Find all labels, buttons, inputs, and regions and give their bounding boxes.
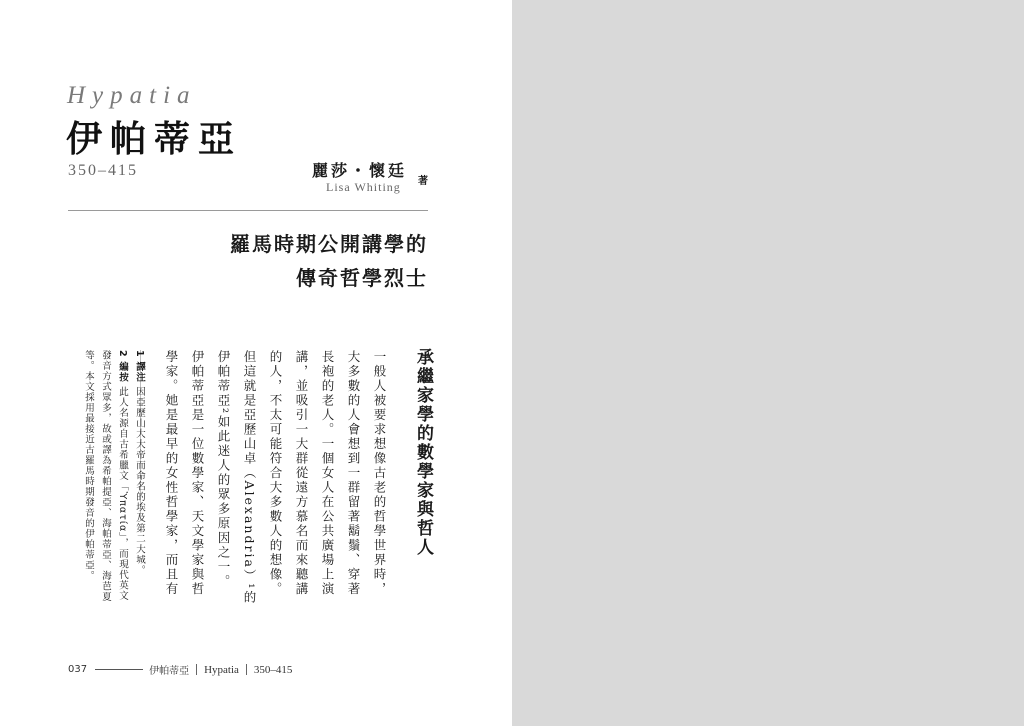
body-text: [164, 350, 392, 610]
footnote-1: [131, 350, 148, 610]
author-role: 著: [418, 176, 428, 187]
footer-separator: [246, 664, 247, 675]
paragraph-2: 伊帕蒂亞是一位數學家、天文學家與哲學家。她是最早的女性哲學家，而且有: [164, 350, 205, 597]
chapter-subtitle: [230, 227, 428, 295]
author-name-cn: 麗莎・懷廷: [312, 161, 408, 180]
footnote-1-text: 因亞歷山大大帝而命名的埃及第二大城。: [134, 386, 145, 576]
footnote-2-number: 2: [117, 350, 128, 358]
section-heading: 承繼家學的數學家與哲人: [413, 348, 433, 557]
paragraph-1: 一般人被要求想像古老的哲學世界時，大多數的人會想到一群留著鬍鬚、穿著長袍的老人。一個女人在公共廣場上演講，並吸引一大群從遠方慕名而來聽講的人，不太可能符合大多數人的想像。但這就是亞歷山卓（Alexandria）¹的伊帕蒂亞²如此迷人的眾多原因之一。: [216, 350, 387, 605]
footer-title-en: Hypatia: [204, 663, 239, 676]
footnote-2: [80, 350, 131, 610]
footer-rule: [95, 669, 143, 670]
author-name-en: Lisa Whiting: [326, 180, 401, 194]
blank-facing-page: [512, 0, 1024, 726]
footnote-2-text: 此人名源自古希臘文「Ὑπατία」，而現代英文發音方式眾多，故或譯為希帕提亞、海帕蒂亞、海芭夏等。本文採用最接近古羅馬時期發音的伊帕蒂亞。: [83, 350, 128, 602]
title-divider: [68, 210, 428, 211]
footnote-2-label: 編按: [117, 361, 128, 383]
subtitle-line-2: 傳奇哲學烈士: [296, 266, 428, 290]
chapter-title: 伊帕蒂亞: [66, 119, 243, 160]
footer-years: 350–415: [253, 663, 293, 676]
footnote-1-number: 1: [134, 350, 145, 358]
latin-title: Hypatia: [67, 82, 197, 109]
footer-title-cn: 伊帕蒂亞: [149, 666, 190, 677]
life-years: 350–415: [68, 162, 138, 179]
page-number: 037: [68, 664, 88, 675]
footnotes: [68, 350, 148, 610]
page-footer: [68, 662, 292, 677]
footnote-1-label: 譯注: [134, 361, 145, 383]
footer-separator: [196, 664, 197, 675]
subtitle-line-1: 羅馬時期公開講學的: [230, 232, 428, 256]
